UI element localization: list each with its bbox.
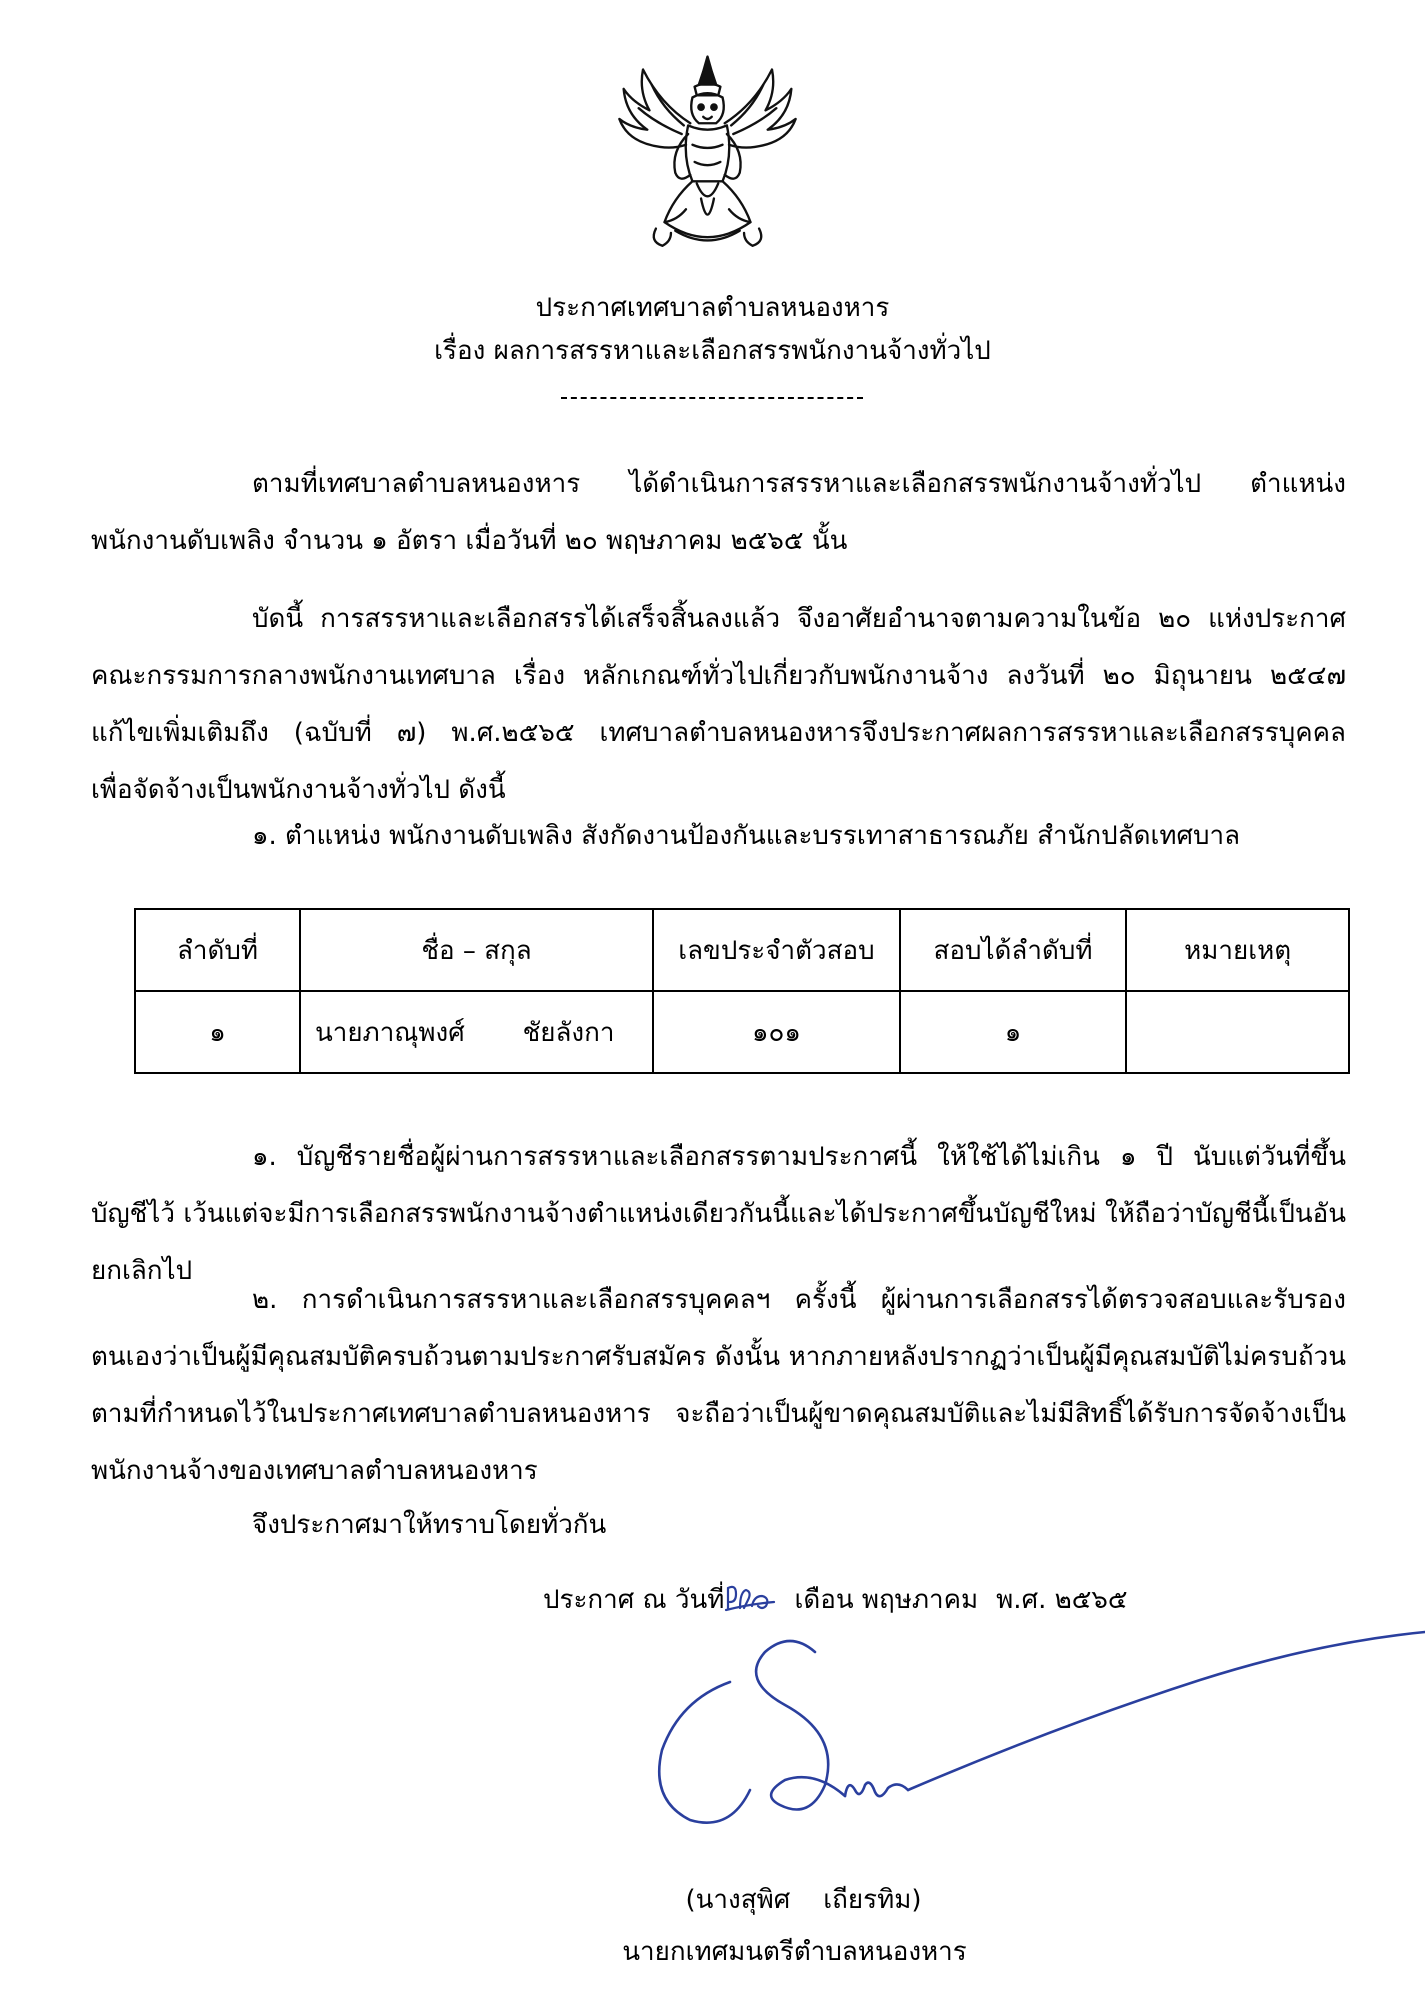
column-header-exam-id: เลขประจำตัวสอบ — [653, 909, 899, 991]
position-heading: ๑. ตำแหน่ง พนักงานดับเพลิง สังกัดงานป้องกันและบรรเทาสาธารณภัย สำนักปลัดเทศบาล — [252, 821, 1241, 851]
date-year: พ.ศ. ๒๕๖๕ — [996, 1585, 1128, 1615]
cell-rank: ๑ — [900, 991, 1127, 1073]
cell-order: ๑ — [135, 991, 300, 1073]
signer-name: (นางสุพิศ เถียรทิม) — [685, 1885, 922, 1915]
garuda-emblem-icon — [600, 48, 815, 263]
body-line: เพื่อจัดจ้างเป็นพนักงานจ้างทั่วไป ดังนี้ — [91, 775, 506, 805]
condition-line: ตนเองว่าเป็นผู้มีคุณสมบัติครบถ้วนตามประกาศรับสมัคร ดังนั้น หากภายหลังปรากฏว่าเป็นผู้มีคุณสมบัติไม่ครบถ้วน — [91, 1342, 1346, 1372]
table-header-row — [135, 909, 1349, 991]
cell-note — [1126, 991, 1349, 1073]
announcement-title: ประกาศเทศบาลตำบลหนองหาร — [535, 293, 890, 323]
column-header-rank: สอบได้ลำดับที่ — [900, 909, 1127, 991]
handwritten-day — [724, 1582, 776, 1612]
signature — [640, 1620, 1425, 1920]
results-table — [134, 908, 1350, 1074]
intro-line: พนักงานดับเพลิง จำนวน ๑ อัตรา เมื่อวันที่ ๒๐ พฤษภาคม ๒๕๖๕ นั้น — [91, 526, 848, 556]
condition-line: ยกเลิกไป — [91, 1256, 193, 1286]
column-header-name: ชื่อ – สกุล — [300, 909, 653, 991]
column-header-note: หมายเหตุ — [1126, 909, 1349, 991]
body-line: คณะกรรมการกลางพนักงานเทศบาล เรื่อง หลักเกณฑ์ทั่วไปเกี่ยวกับพนักงานจ้าง ลงวันที่ ๒๐ มิถุนายน ๒๕๔๗ — [91, 661, 1346, 691]
condition-line: ตามที่กำหนดไว้ในประกาศเทศบาลตำบลหนองหาร จะถือว่าเป็นผู้ขาดคุณสมบัติและไม่มีสิทธิ์ได้รับการจัดจ้างเป็น — [91, 1399, 1346, 1429]
date-prefix: ประกาศ ณ วันที่ — [543, 1585, 725, 1615]
closing-statement: จึงประกาศมาให้ทราบโดยทั่วกัน — [252, 1510, 607, 1540]
condition-line: พนักงานจ้างของเทศบาลตำบลหนองหาร — [91, 1456, 538, 1486]
body-line: แก้ไขเพิ่มเติมถึง (ฉบับที่ ๗) พ.ศ.๒๕๖๕ เทศบาลตำบลหนองหารจึงประกาศผลการสรรหาและเลือกสรรบุคคล — [91, 718, 1346, 748]
intro-paragraph — [91, 456, 1346, 570]
announcement-date — [543, 1580, 1128, 1620]
title-divider — [561, 397, 863, 399]
column-header-order: ลำดับที่ — [135, 909, 300, 991]
body-line: บัดนี้ การสรรหาและเลือกสรรได้เสร็จสิ้นลงแล้ว จึงอาศัยอำนาจตามความในข้อ ๒๐ แห่งประกาศ — [252, 604, 1346, 634]
announcement-subject: เรื่อง ผลการสรรหาและเลือกสรรพนักงานจ้างทั่วไป — [434, 336, 991, 366]
cell-name: นายภาณุพงศ์ ชัยลังกา — [300, 991, 653, 1073]
condition-line: ๑. บัญชีรายชื่อผู้ผ่านการสรรหาและเลือกสรรตามประกาศนี้ ให้ใช้ได้ไม่เกิน ๑ ปี นับแต่วันที่ขึ้น — [252, 1142, 1346, 1172]
body-paragraph — [91, 591, 1346, 819]
table-row — [135, 991, 1349, 1073]
date-month: เดือน พฤษภาคม — [794, 1585, 979, 1615]
condition-2-paragraph — [91, 1272, 1346, 1500]
condition-line: ๒. การดำเนินการสรรหาและเลือกสรรบุคคลฯ ครั้งนี้ ผู้ผ่านการเลือกสรรได้ตรวจสอบและรับรอง — [252, 1285, 1346, 1315]
cell-exam-id: ๑๐๑ — [653, 991, 899, 1073]
intro-line: ตามที่เทศบาลตำบลหนองหาร ได้ดำเนินการสรรหาและเลือกสรรพนักงานจ้างทั่วไป ตำแหน่ง — [252, 469, 1346, 499]
signer-position: นายกเทศมนตรีตำบลหนองหาร — [622, 1937, 967, 1967]
condition-line: บัญชีไว้ เว้นแต่จะมีการเลือกสรรพนักงานจ้างตำแหน่งเดียวกันนี้และได้ประกาศขึ้นบัญชีใหม่ ให้ถือว่าบัญชีนี้เป็นอัน — [91, 1199, 1346, 1229]
